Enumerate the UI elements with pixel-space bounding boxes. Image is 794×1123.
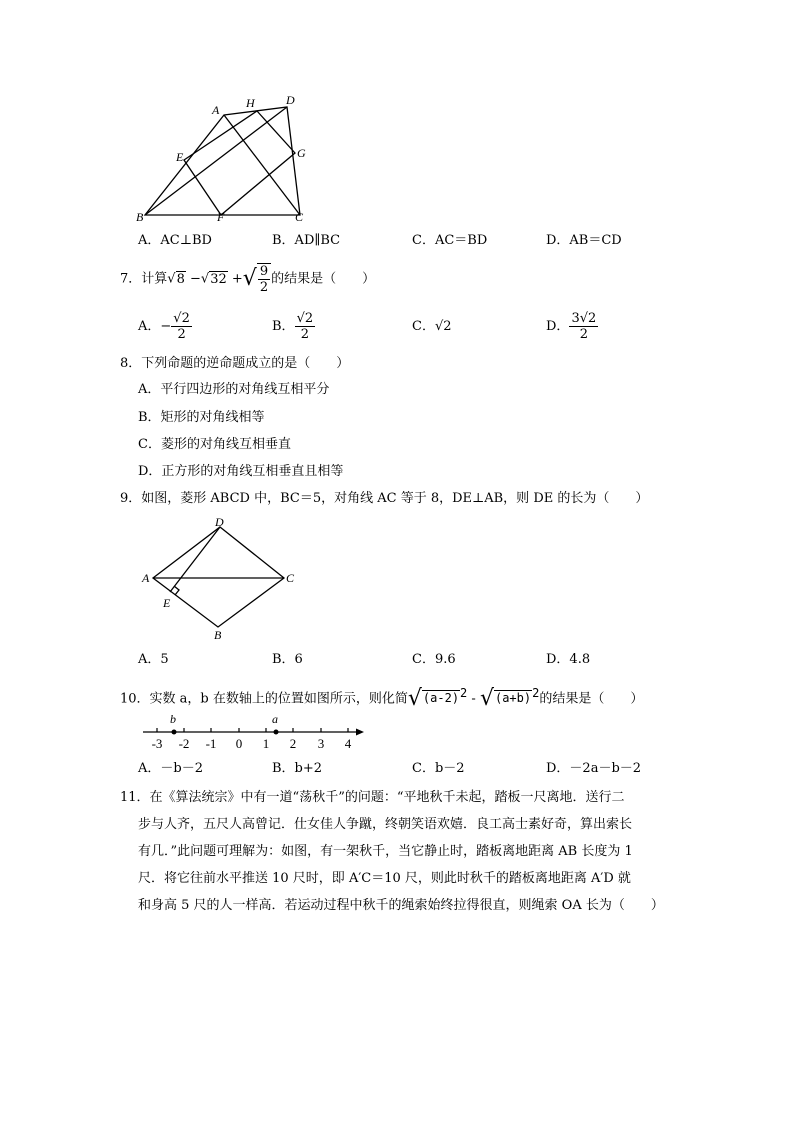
q7-option-c[interactable]: C．√2 bbox=[412, 319, 452, 334]
point-a bbox=[274, 730, 279, 735]
tick-label: -3 bbox=[151, 736, 163, 751]
q6-option-a[interactable]: A．AC⊥BD bbox=[138, 233, 212, 248]
q9-stem: 9．如图，菱形 ABCD 中，BC＝5，对角线 AC 等于 8，DE⊥AB，则 DE 的长为（ ） bbox=[120, 491, 649, 506]
q6-option-b[interactable]: B．AD∥BC bbox=[272, 233, 341, 248]
tick-label: 4 bbox=[344, 736, 352, 751]
label-F: F bbox=[217, 210, 225, 224]
q7-suffix: 的结果是（ ） bbox=[271, 271, 376, 287]
sqrt-icon: √ bbox=[479, 685, 494, 711]
q7-option-a[interactable]: A．− $\frac{√2}{2}$ bbox=[138, 311, 190, 342]
tick-label: 3 bbox=[317, 736, 325, 751]
q7-prefix: 7．计算 bbox=[120, 271, 168, 287]
sqrt-icon: √ bbox=[167, 271, 176, 287]
label-E: E bbox=[163, 596, 171, 610]
q6-option-c[interactable]: C．AC＝BD bbox=[412, 233, 488, 248]
sqrt-icon: √ bbox=[200, 271, 210, 287]
q8-option-a[interactable]: A．平行四边形的对角线互相平分 bbox=[138, 382, 330, 397]
q6-option-d[interactable]: D．AB＝CD bbox=[546, 233, 622, 248]
q10-option-a[interactable]: A．－b－2 bbox=[138, 761, 203, 776]
tick-label: 1 bbox=[262, 736, 270, 751]
q11-line-2: 步与人齐，五尺人高曾记．仕女佳人争蹴，终朝笑语欢嬉．良工高士素好奇，算出索长 bbox=[138, 817, 633, 832]
q9-option-c[interactable]: C．9.6 bbox=[412, 652, 456, 667]
q8-option-b[interactable]: B．矩形的对角线相等 bbox=[138, 410, 265, 425]
q8-option-d[interactable]: D．正方形的对角线互相垂直且相等 bbox=[138, 464, 344, 479]
label-C: C bbox=[295, 210, 304, 224]
q7-radicand-1: 8 bbox=[176, 271, 185, 287]
label-C: C bbox=[286, 571, 295, 585]
q7-fraction: $\frac{9}{2}$ bbox=[257, 263, 271, 295]
label-B: B bbox=[136, 210, 144, 224]
tick-label: -1 bbox=[205, 736, 217, 751]
q10-stem: 10．实数 a，b 在数轴上的位置如图所示，则化简$√(a-2)^2 - √(a+b)^2$的结果是（ ） bbox=[120, 685, 644, 711]
label-H: H bbox=[246, 96, 255, 110]
label-D: D bbox=[286, 93, 295, 107]
label-E: E bbox=[176, 150, 184, 164]
label-B: B bbox=[214, 628, 222, 642]
label-A: A bbox=[142, 571, 150, 585]
rhombus-figure bbox=[138, 515, 308, 645]
q10-option-b[interactable]: B．b+2 bbox=[272, 761, 323, 776]
sqrt-icon: √ bbox=[407, 685, 422, 711]
q8-option-c[interactable]: C．菱形的对角线互相垂直 bbox=[138, 437, 291, 452]
q11-line-1: 11．在《算法统宗》中有一道“荡秋千”的问题：“平地秋千未起，踏板一尺离地．送行二 bbox=[120, 790, 625, 805]
label-a: a bbox=[272, 712, 278, 726]
tick-label: 0 bbox=[235, 736, 243, 751]
q10-option-d[interactable]: D．－2a－b－2 bbox=[546, 761, 642, 776]
q7-stem bbox=[120, 262, 375, 297]
tick-label: -2 bbox=[178, 736, 190, 751]
q11-line-3: 有几．”此问题可理解为：如图，有一架秋千，当它静止时，踏板离地距离 AB 长度为 1 bbox=[138, 844, 633, 859]
label-A: A bbox=[212, 103, 220, 117]
q9-option-a[interactable]: A．5 bbox=[138, 652, 169, 667]
q7-radicand-2: 32 bbox=[210, 271, 227, 287]
number-line bbox=[138, 710, 378, 752]
q7-plus: + bbox=[231, 271, 243, 287]
quadrilateral-figure bbox=[130, 90, 330, 230]
q7-option-b[interactable]: B． $\frac{√2}{2}$ bbox=[272, 311, 314, 342]
tick-label: 2 bbox=[289, 736, 297, 751]
point-b bbox=[172, 730, 177, 735]
q9-option-b[interactable]: B．6 bbox=[272, 652, 303, 667]
label-G: G bbox=[297, 146, 306, 160]
q9-option-d[interactable]: D．4.8 bbox=[546, 652, 591, 667]
q8-stem: 8．下列命题的逆命题成立的是（ ） bbox=[120, 356, 350, 371]
q7-minus: − bbox=[190, 271, 201, 287]
label-b: b bbox=[170, 712, 176, 726]
q11-line-5: 和身高 5 尺的人一样高．若运动过程中秋千的绳索始终拉得很直，则绳索 OA 长为（ ） bbox=[138, 898, 664, 913]
q10-option-c[interactable]: C．b－2 bbox=[412, 761, 465, 776]
q11-line-4: 尺．将它往前水平推送 10 尺时，即 A′C＝10 尺，则此时秋千的踏板离地距离 A′D 就 bbox=[138, 871, 631, 886]
sqrt-icon: √ bbox=[242, 266, 257, 291]
q7-option-d[interactable]: D． $\frac{3√2}{2}$ bbox=[546, 311, 597, 342]
label-D: D bbox=[215, 515, 224, 529]
